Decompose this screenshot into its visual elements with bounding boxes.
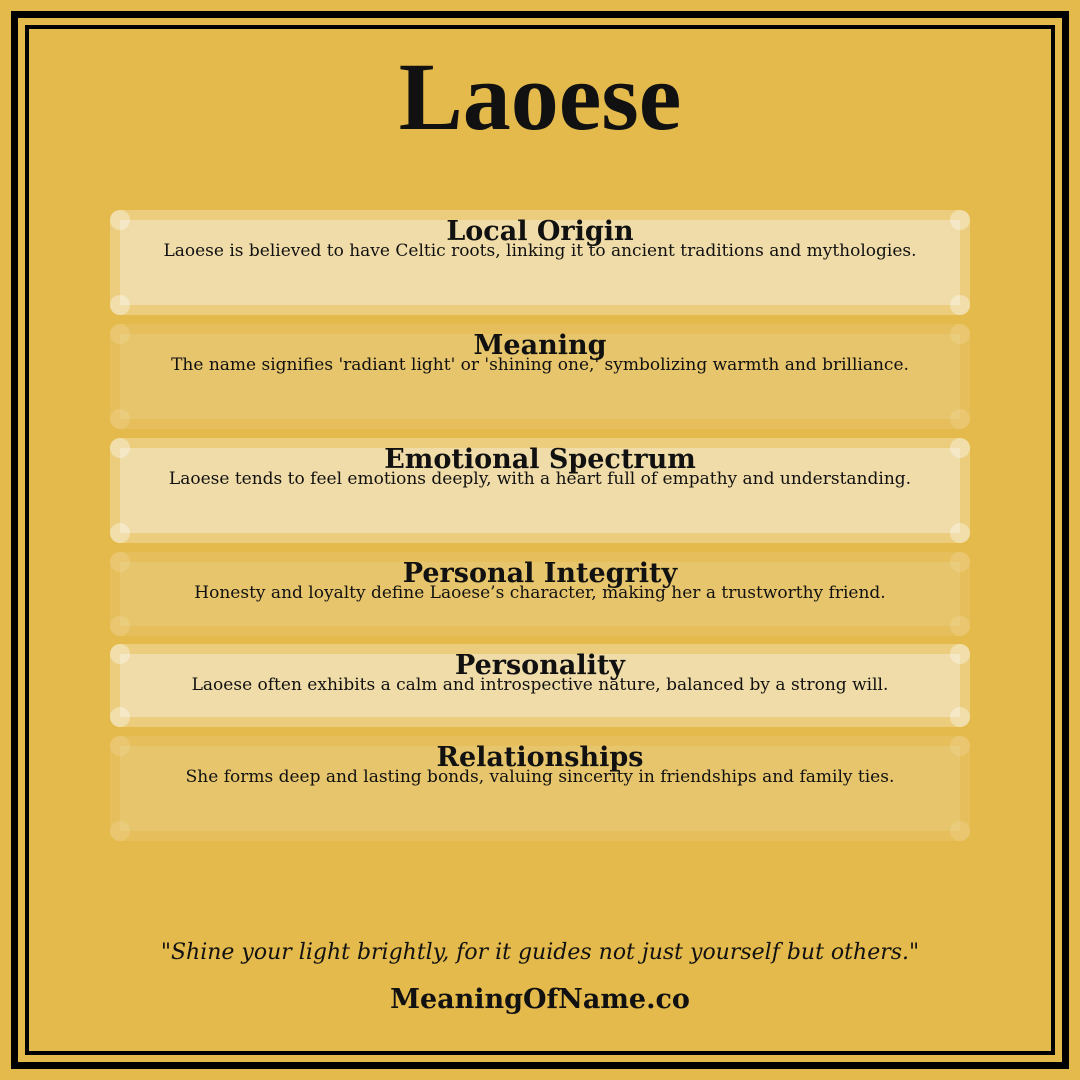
section-text: She forms deep and lasting bonds, valuing sincerity in friendships and family ties. [185, 767, 895, 787]
corner-dot-decoration [950, 821, 970, 841]
section-text: Laoese is believed to have Celtic roots, linking it to ancient traditions and mythologies. [163, 241, 917, 261]
quote: "Shine your light brightly, for it guides not just yourself but others." [160, 940, 920, 965]
corner-dot-decoration [950, 409, 970, 429]
section-heading: Relationships [436, 742, 644, 773]
section-text: Laoese tends to feel emotions deeply, with a heart full of empathy and understanding. [168, 469, 912, 489]
corner-dot-decoration [950, 707, 970, 727]
corner-dot-decoration [110, 409, 130, 429]
section-heading: Meaning [473, 330, 607, 361]
section-local-origin [110, 210, 970, 315]
section-text: Laoese often exhibits a calm and introspective nature, balanced by a strong will. [191, 675, 889, 695]
section-heading: Emotional Spectrum [384, 444, 696, 475]
corner-dot-decoration [950, 295, 970, 315]
corner-dot-decoration [110, 707, 130, 727]
corner-dot-decoration [110, 821, 130, 841]
section-text: The name signifies 'radiant light' or 'shining one,' symbolizing warmth and brilliance. [171, 355, 909, 375]
section-personal-integrity [110, 552, 970, 636]
corner-dot-decoration [950, 523, 970, 543]
corner-dot-decoration [110, 616, 130, 636]
section-meaning [110, 324, 970, 429]
section-heading: Personality [455, 650, 625, 681]
corner-dot-decoration [110, 523, 130, 543]
site-name: MeaningOfName.co [390, 984, 690, 1015]
section-heading: Local Origin [446, 216, 634, 247]
page-title: Laoese [398, 43, 682, 150]
section-heading: Personal Integrity [402, 558, 678, 589]
section-relationships [110, 736, 970, 841]
corner-dot-decoration [110, 295, 130, 315]
corner-dot-decoration [950, 616, 970, 636]
section-emotional-spectrum [110, 438, 970, 543]
section-text: Honesty and loyalty define Laoese’s character, making her a trustworthy friend. [194, 583, 886, 603]
section-personality [110, 644, 970, 727]
